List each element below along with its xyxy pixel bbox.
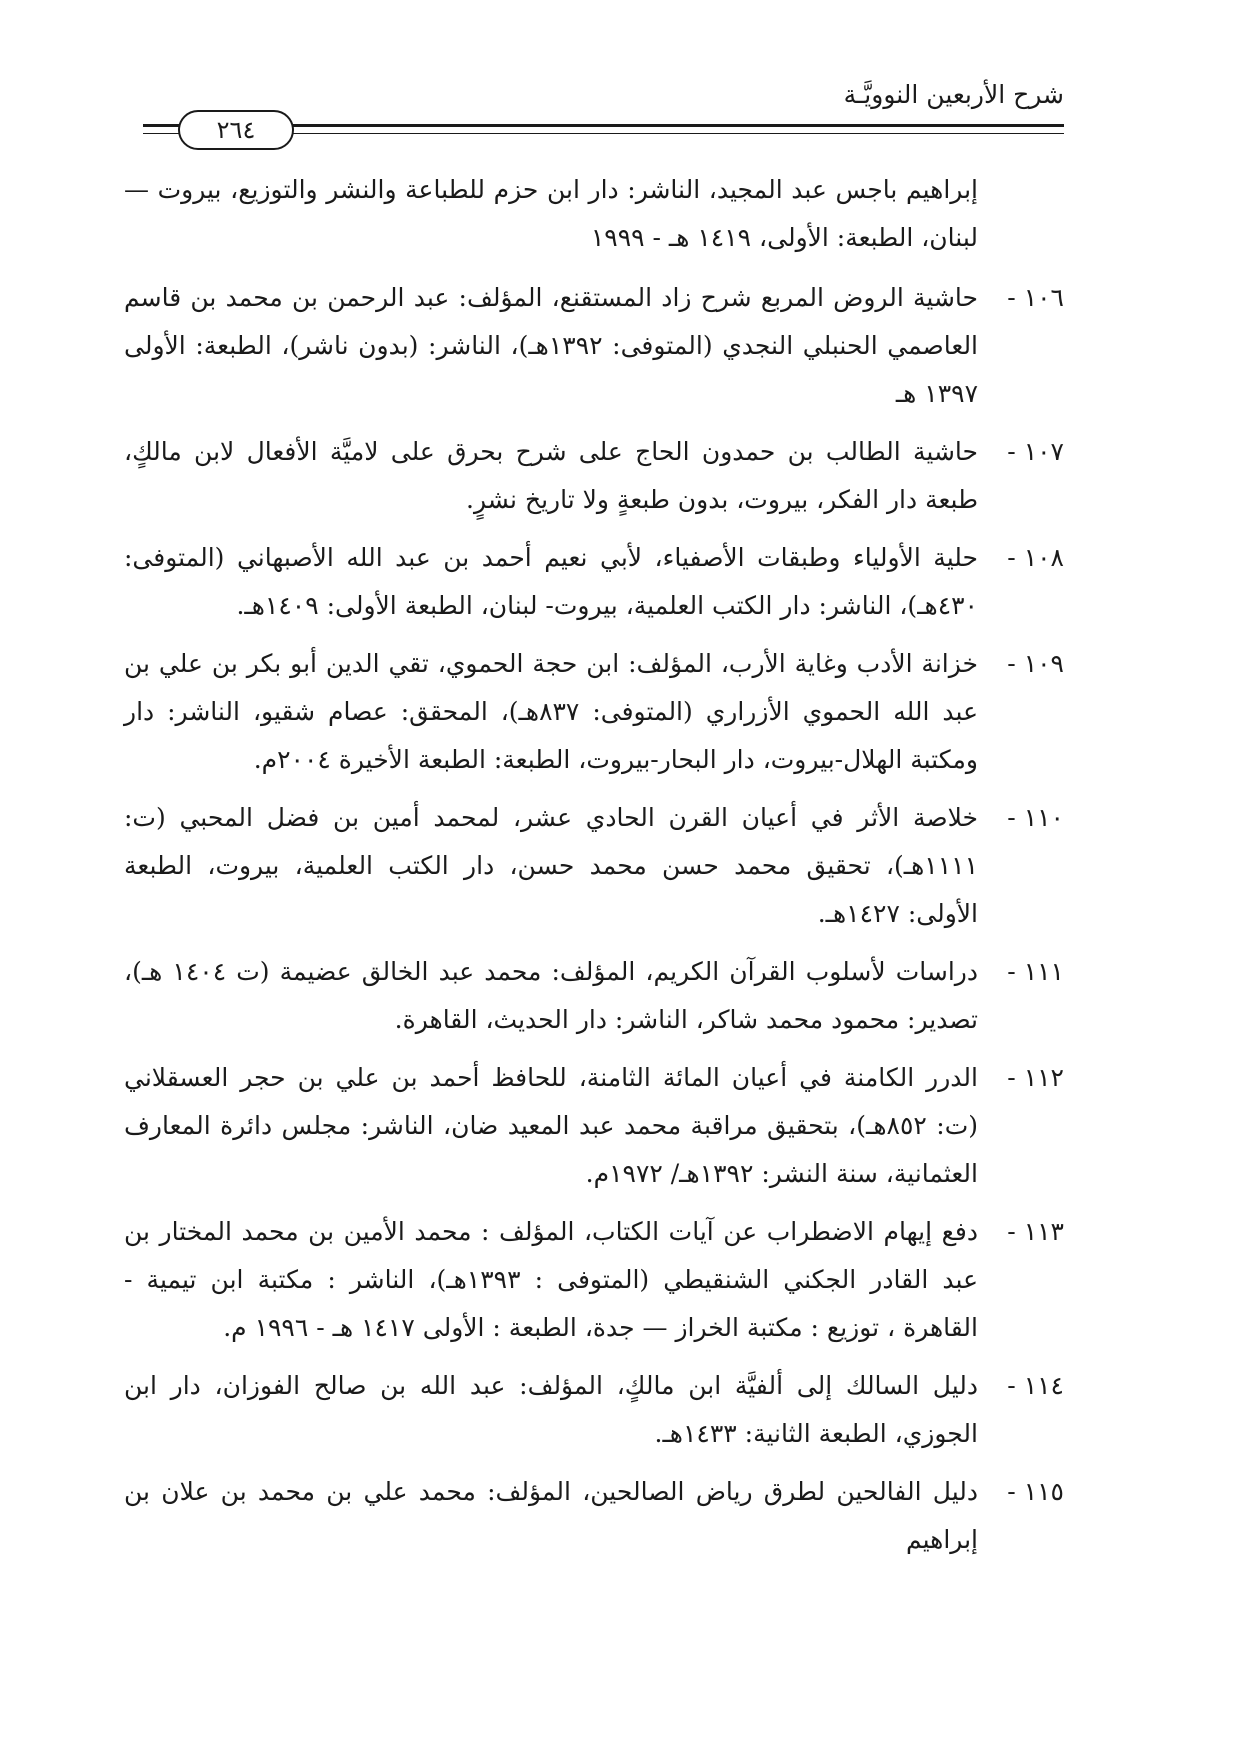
book-title: شرح الأربعين النوويَّـة [843,80,1064,109]
continuation-paragraph: إبراهيم باجس عبد المجيد، الناشر: دار ابن حزم للطباعة والنشر والتوزيع، بيروت — لبنان، الطبعة: الأولى، ١٤١٩ هـ - ١٩٩٩ [124,175,978,252]
entry-text: خلاصة الأثر في أعيان القرن الحادي عشر، لمحمد أمين بن فضل المحبي (ت: ١١١١هـ)، تحقيق محمد حسن محمد حسن، دار الكتب العلمية، بيروت، الطبعة الأولى: ١٤٢٧هـ. [124,803,978,928]
bibliography-entry [124,1208,1064,1352]
entry-number: ١١٥ - [1007,1477,1064,1506]
bibliography-entry [124,1054,1064,1198]
entry-text: خزانة الأدب وغاية الأرب، المؤلف: ابن حجة الحموي، تقي الدين أبو بكر بن علي بن عبد الله الحموي الأزراري (المتوفى: ٨٣٧هـ)، المحقق: عصام شقيو، الناشر: دار ومكتبة الهلال-بيروت، دار البحار-بيروت، الطبعة: الطبعة الأخيرة ٢٠٠٤م. [124,649,978,774]
entry-text: دليل الفالحين لطرق رياض الصالحين، المؤلف: محمد علي بن محمد بن علان بن إبراهيم [124,1477,978,1554]
entry-number: ١١٠ - [1007,803,1064,832]
entry-text: حاشية الروض المربع شرح زاد المستقنع، المؤلف: عبد الرحمن بن محمد بن قاسم العاصمي الحنبلي النجدي (المتوفى: ١٣٩٢هـ)، الناشر: (بدون ناشر)، الطبعة: الأولى ١٣٩٧ هـ [124,283,979,408]
entry-number: ١١٣ - [1007,1217,1064,1246]
bibliography-entry [124,1362,1064,1458]
entries-container [124,274,1064,1564]
bibliography-entry [124,948,1064,1044]
entry-text: حلية الأولياء وطبقات الأصفياء، لأبي نعيم أحمد بن عبد الله الأصبهاني (المتوفى: ٤٣٠هـ)، الناشر: دار الكتب العلمية، بيروت- لبنان، الطبعة الأولى: ١٤٠٩هـ. [124,543,978,620]
bibliography-entry [124,274,1064,418]
page-number-badge: ٢٦٤ [178,110,294,150]
bibliography-entry [124,1468,1064,1564]
entry-text: دفع إيهام الاضطراب عن آيات الكتاب، المؤلف : محمد الأمين بن محمد المختار بن عبد القادر الجكني الشنقيطي (المتوفى : ١٣٩٣هـ)، الناشر : مكتبة ابن تيمية - القاهرة ، توزيع : مكتبة الخراز — جدة، الطبعة : الأولى ١٤١٧ هـ - ١٩٩٦ م. [124,1217,978,1342]
entry-text: حاشية الطالب بن حمدون الحاج على شرح بحرق على لاميَّة الأفعال لابن مالكٍ، طبعة دار الفكر، بيروت، بدون طبعةٍ ولا تاريخ نشرٍ. [124,437,978,514]
entry-number: ١٠٩ - [1007,649,1064,678]
bibliography-entry [124,534,1064,630]
bibliography-list [124,166,1064,1574]
entry-number: ١٠٧ - [1007,437,1064,466]
entry-text: دليل السالك إلى ألفيَّة ابن مالكٍ، المؤلف: عبد الله بن صالح الفوزان، دار ابن الجوزي، الطبعة الثانية: ١٤٣٣هـ. [124,1371,978,1448]
entry-number: ١١٢ - [1007,1063,1064,1092]
entry-text: الدرر الكامنة في أعيان المائة الثامنة، للحافظ أحمد بن علي بن حجر العسقلاني (ت: ٨٥٢هـ)، بتحقيق مراقبة محمد عبد المعيد ضان، الناشر: مجلس دائرة المعارف العثمانية، سنة النشر: ١٣٩٢هـ/ ١٩٧٢م. [124,1063,978,1188]
bibliography-entry [124,794,1064,938]
entry-number: ١٠٨ - [1007,543,1064,572]
bibliography-entry [124,428,1064,524]
entry-number: ١٠٦ - [1007,283,1064,312]
bibliography-entry [124,640,1064,784]
entry-number: ١١٤ - [1007,1371,1064,1400]
entry-text: دراسات لأسلوب القرآن الكريم، المؤلف: محمد عبد الخالق عضيمة (ت ١٤٠٤ هـ)، تصدير: محمود محمد شاكر، الناشر: دار الحديث، القاهرة. [124,957,978,1034]
entry-number: ١١١ - [1007,957,1064,986]
